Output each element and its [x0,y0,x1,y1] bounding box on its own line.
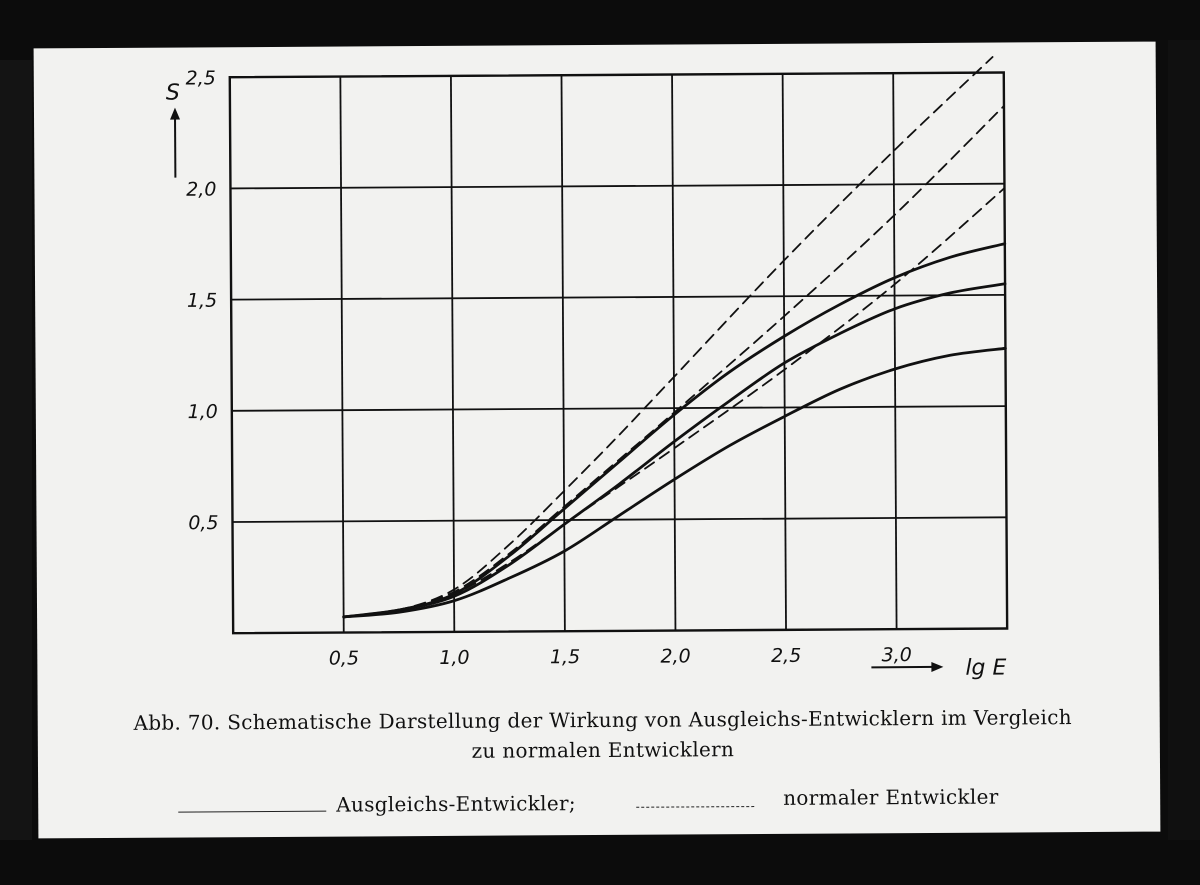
y-axis-label: S [165,80,180,106]
legend [38,780,1160,827]
figure-caption-line-1: Abb. 70. Schematische Darstellung der Wirkung von Ausgleichs-Entwicklern im Vergleich [133,705,1072,735]
film-frame-left-edge [0,60,32,840]
grid-line-y [230,184,1004,189]
y-tick-label: 1,5 [186,289,218,312]
grid-line-y [230,73,1004,78]
x-tick-label: 2,0 [660,645,691,668]
y-axis-arrow-icon [170,108,180,178]
x-tick-label: 1,0 [439,646,470,669]
x-axis-label: lg E [965,655,1007,681]
x-tick-label: 3,0 [881,644,912,667]
grid-line-x [561,75,564,631]
grid-line-x [672,75,675,631]
legend-solid-line-sample [178,811,326,813]
y-tick-label: 2,5 [185,67,216,90]
legend-solid-label: Ausgleichs-Entwickler; [336,791,576,817]
grid-line-x [893,73,896,629]
grid-line-x [783,74,786,630]
y-tick-label: 0,5 [188,512,219,535]
x-tick-label: 0,5 [328,647,360,670]
grid-line-y [232,517,1006,522]
grid-line-y [232,406,1006,411]
figure-caption-line-2: zu normalen Entwicklern [471,737,735,763]
grid-line-y [231,295,1005,300]
grid-line-x [340,77,343,633]
figure-page [34,42,1161,839]
chart [34,42,1160,699]
grid-line-x [451,76,454,632]
plot-frame [230,73,1007,634]
x-tick-label: 2,5 [771,644,802,667]
legend-dashed-line-sample [636,806,754,808]
y-tick-label: 1,0 [187,400,218,424]
x-tick-label: 1,5 [549,646,581,669]
film-frame-right-edge [1168,40,1200,840]
dashed-series-line-4 [340,57,996,617]
y-tick-label: 2,0 [186,178,217,201]
legend-dashed-label: normaler Entwickler [783,784,999,810]
